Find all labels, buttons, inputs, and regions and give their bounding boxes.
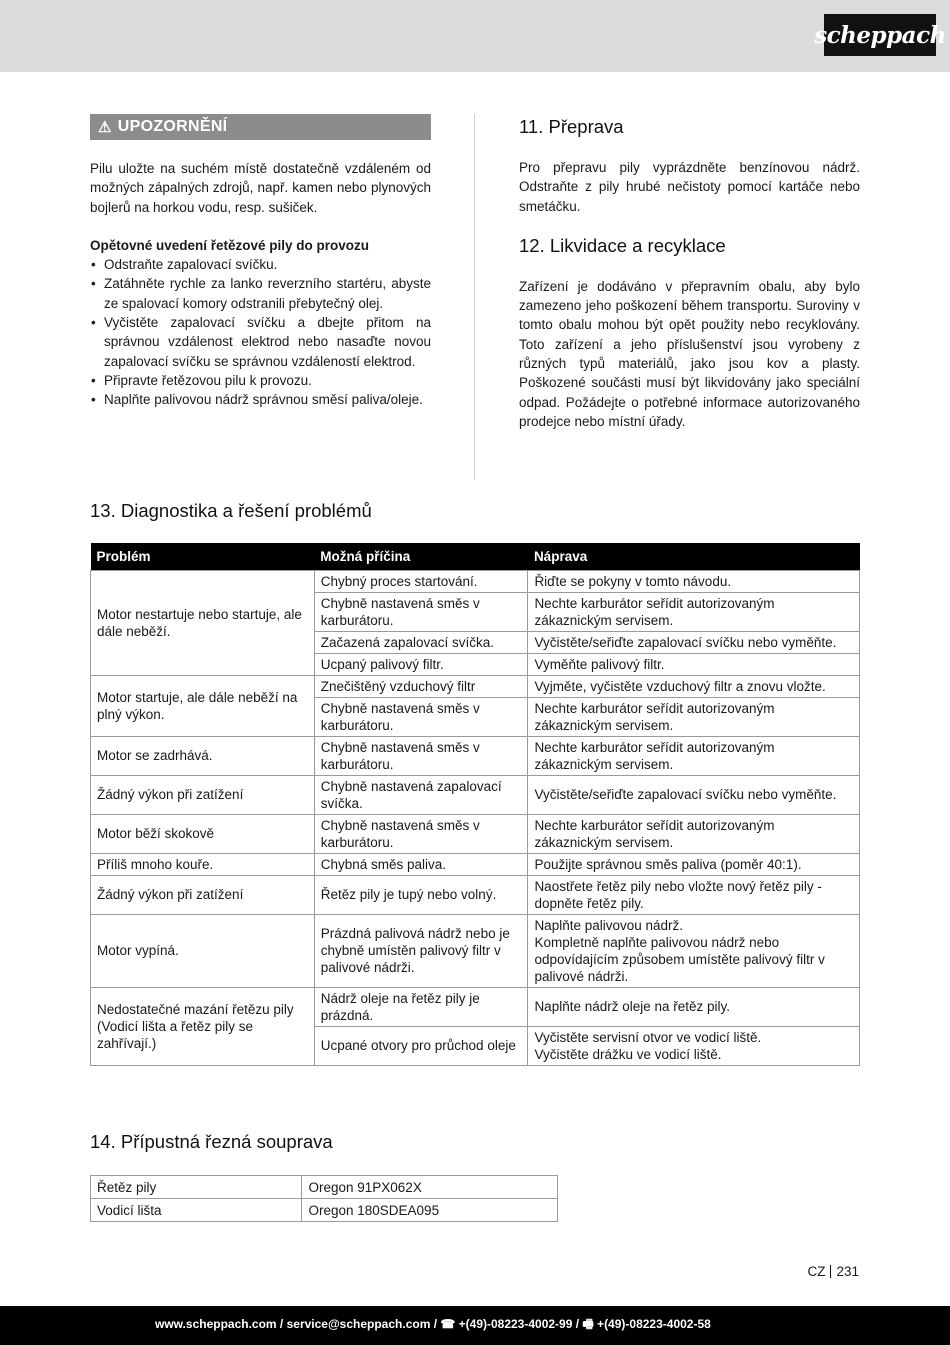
- header-problem: Problém: [91, 543, 315, 570]
- restart-list-item: • Vyčistěte zapalovací svíčku a dbejte přitom na správnou vzdálenost elektrod nebo nasaďte novou zapalovací svíčku se správnou vzdáleností elektrod.: [90, 313, 431, 371]
- page-number: [807, 1264, 859, 1279]
- remedy-cell: Nechte karburátor seřídit autorizovaným zákaznickým servisem.: [528, 736, 860, 775]
- restart-list: [90, 255, 431, 409]
- cause-cell: Chybně nastavená směs v karburátoru.: [314, 592, 528, 631]
- cause-cell: Ucpané otvory pro průchod oleje: [314, 1026, 528, 1065]
- page-separator: [830, 1265, 831, 1278]
- diagnostics-title: Diagnostika a řešení problémů: [120, 500, 372, 521]
- cutting-value-cell: Oregon 180SDEA095: [302, 1199, 558, 1222]
- problem-cell: Příliš mnoho kouře.: [91, 853, 315, 875]
- restart-list-item: • Naplňte palivovou nádrž správnou směsí paliva/oleje.: [90, 390, 431, 409]
- remedy-cell: Vyměňte palivový filtr.: [528, 653, 860, 675]
- table-row: [91, 775, 860, 814]
- problem-cell: Motor nestartuje nebo startuje, ale dále neběží.: [91, 570, 315, 675]
- cause-cell: Chybný proces startování.: [314, 570, 528, 592]
- cause-cell: Řetěz pily je tupý nebo volný.: [314, 875, 528, 914]
- footer-bar: [0, 1306, 950, 1345]
- problem-cell: Motor vypíná.: [91, 914, 315, 987]
- remedy-cell: Naplňte nádrž oleje na řetěz pily.: [528, 987, 860, 1026]
- problem-cell: Motor se zadrhává.: [91, 736, 315, 775]
- diagnostics-heading: [90, 498, 372, 524]
- disposal-text: Zařízení je dodáváno v přepravním obalu, aby bylo zamezeno jeho poškození během transportu. Suroviny v tomto obalu mohou být opět použity nebo recyklovány. Toto zařízení a jeho příslušenství jsou vyrobeny z různých typů materiálů, jako jsou kov a plasty. Poškozené součásti musí být likvidovány jako speciální odpad. Požádejte o potřebné informace autorizovaného prodejce nebo místní úřady.: [519, 278, 860, 429]
- remedy-cell: Vyčistěte servisní otvor ve vodicí liště. Vyčistěte drážku ve vodicí liště.: [528, 1026, 860, 1065]
- remedy-cell: Vyčistěte/seřiďte zapalovací svíčku nebo vyměňte.: [528, 631, 860, 653]
- footer-contact: www.scheppach.com / service@scheppach.com / ☎ +(49)-08223-4002-99 / 🖷 +(49)-08223-4002-58: [155, 1317, 711, 1331]
- problem-cell: Žádný výkon při zatížení: [91, 775, 315, 814]
- cause-cell: Chybná směs paliva.: [314, 853, 528, 875]
- page-lang: CZ: [807, 1264, 826, 1279]
- cause-cell: Chybně nastavená zapalovací svíčka.: [314, 775, 528, 814]
- left-column: [90, 114, 431, 410]
- warning-triangle-icon: ⚠: [98, 119, 112, 136]
- remedy-cell: Vyčistěte/seřiďte zapalovací svíčku nebo vyměňte.: [528, 775, 860, 814]
- table-row: [91, 987, 860, 1026]
- cause-cell: Chybně nastavená směs v karburátoru.: [314, 697, 528, 736]
- problem-cell: Nedostatečné mazání řetězu pily (Vodicí lišta a řetěz pily se zahřívají.): [91, 987, 315, 1065]
- header-cause: Možná příčina: [314, 543, 528, 570]
- cause-cell: Chybně nastavená směs v karburátoru.: [314, 736, 528, 775]
- column-divider: [474, 114, 475, 480]
- transport-heading: [519, 114, 860, 140]
- remedy-cell: Nechte karburátor seřídit autorizovaným zákaznickým servisem.: [528, 814, 860, 853]
- remedy-cell: Naplňte palivovou nádrž. Kompletně naplňte palivovou nádrž nebo odpovídajícím způsobem umístěte palivový filtr v palivové nádrži.: [528, 914, 860, 987]
- disposal-title: Likvidace a recyklace: [549, 234, 726, 256]
- cause-cell: Znečištěný vzduchový filtr: [314, 675, 528, 697]
- problem-cell: Žádný výkon při zatížení: [91, 875, 315, 914]
- brand-logo: scheppach: [824, 14, 936, 56]
- table-row: [91, 675, 860, 697]
- header-bar: [0, 0, 950, 72]
- diagnostics-header-row: [91, 543, 860, 570]
- table-row: [91, 1199, 558, 1222]
- warning-box: [90, 114, 431, 140]
- cause-cell: Chybně nastavená směs v karburátoru.: [314, 814, 528, 853]
- restart-title: Opětovné uvedení řetězové pily do provozu: [90, 237, 370, 253]
- table-row: [91, 814, 860, 853]
- right-column: [519, 114, 860, 431]
- warning-title: UPOZORNĚNÍ: [117, 118, 228, 135]
- disposal-heading: [519, 233, 860, 259]
- page-value: 231: [836, 1264, 859, 1279]
- cutting-label-cell: Řetěz pily: [91, 1176, 302, 1199]
- cutting-label-cell: Vodicí lišta: [91, 1199, 302, 1222]
- cutting-table: [90, 1175, 558, 1222]
- remedy-cell: Naostřete řetěz pily nebo vložte nový řetěz pily - dopněte řetěz pily.: [528, 875, 860, 914]
- diagnostics-table: [90, 543, 860, 1066]
- remedy-cell: Nechte karburátor seřídit autorizovaným zákaznickým servisem.: [528, 592, 860, 631]
- cutting-value-cell: Oregon 91PX062X: [302, 1176, 558, 1199]
- header-remedy: Náprava: [528, 543, 860, 570]
- problem-cell: Motor startuje, ale dále neběží na plný výkon.: [91, 675, 315, 736]
- cutting-number: 14.: [90, 1131, 116, 1152]
- remedy-cell: Vyjměte, vyčistěte vzduchový filtr a znovu vložte.: [528, 675, 860, 697]
- table-row: [91, 853, 860, 875]
- problem-cell: Motor běží skokově: [91, 814, 315, 853]
- table-row: [91, 914, 860, 987]
- warning-text: Pilu uložte na suchém místě dostatečně vzdáleném od možných zápalných zdrojů, např. kamen nebo plynových bojlerů na horkou vodu, resp. sušiček.: [90, 161, 431, 215]
- cause-cell: Prázdná palivová nádrž nebo je chybně umístěn palivový filtr v palivové nádrži.: [314, 914, 528, 987]
- cutting-title: Přípustná řezná souprava: [120, 1131, 333, 1152]
- restart-list-item: • Odstraňte zapalovací svíčku.: [90, 255, 431, 274]
- diagnostics-number: 13.: [90, 500, 116, 521]
- restart-list-item: • Připravte řetězovou pilu k provozu.: [90, 371, 431, 390]
- remedy-cell: Nechte karburátor seřídit autorizovaným zákaznickým servisem.: [528, 697, 860, 736]
- disposal-number: 12.: [519, 234, 545, 256]
- table-row: [91, 570, 860, 592]
- cause-cell: Ucpaný palivový filtr.: [314, 653, 528, 675]
- table-row: [91, 875, 860, 914]
- cause-cell: Začazená zapalovací svíčka.: [314, 631, 528, 653]
- cause-cell: Nádrž oleje na řetěz pily je prázdná.: [314, 987, 528, 1026]
- remedy-cell: Řiďte se pokyny v tomto návodu.: [528, 570, 860, 592]
- cutting-heading: [90, 1129, 333, 1155]
- table-row: [91, 1176, 558, 1199]
- remedy-cell: Použijte správnou směs paliva (poměr 40:1).: [528, 853, 860, 875]
- transport-number: 11.: [519, 116, 544, 137]
- transport-title: Přeprava: [548, 116, 624, 137]
- restart-list-item: • Zatáhněte rychle za lanko reverzního startéru, abyste ze spalovací komory odstranili přebytečný olej.: [90, 274, 431, 313]
- table-row: [91, 736, 860, 775]
- transport-text: Pro přepravu pily vyprázdněte benzínovou nádrž. Odstraňte z pily hrubé nečistoty pomocí kartáče nebo smetáčku.: [519, 160, 860, 214]
